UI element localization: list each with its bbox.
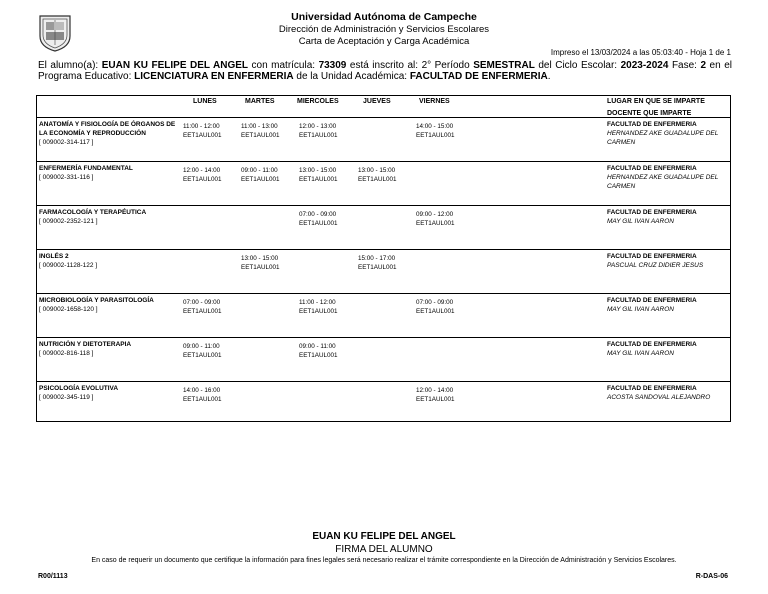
time-slot-viernes: 12:00 - 14:00 EET1AUL001	[416, 387, 455, 403]
department-name: Dirección de Administración y Servicios Escolares	[278, 24, 490, 35]
time-slot-jueves: 15:00 - 17:00 EET1AUL001	[358, 255, 397, 271]
faculty-name: FACULTAD DE ENFERMERIA	[607, 253, 697, 260]
time-slot-viernes: 07:00 - 09:00 EET1AUL001	[416, 299, 455, 315]
time-slot-lunes: 07:00 - 09:00 EET1AUL001	[183, 299, 222, 315]
table-row	[37, 162, 730, 205]
academic-unit: FACULTAD DE ENFERMERIA	[409, 71, 548, 82]
footer-left-code: R00/1113	[38, 573, 68, 580]
printed-timestamp: Impreso el 13/03/2024 a las 05:03:40 - Hoja 1 de 1	[550, 48, 731, 57]
header-jueves: JUEVES	[363, 98, 391, 105]
university-name: Universidad Autónoma de Campeche	[291, 11, 477, 23]
schedule-table	[36, 95, 731, 422]
time-slot-lunes: 09:00 - 11:00 EET1AUL001	[183, 343, 222, 359]
subject-name: PSICOLOGÍA EVOLUTIVA [ 009002-345-119 ]	[39, 384, 179, 402]
table-row	[37, 294, 730, 337]
subject-name: NUTRICIÓN Y DIETOTERAPIA [ 009002-816-118 ]	[39, 340, 179, 358]
teacher-name: PASCUAL CRUZ DIDIER JESUS	[607, 262, 704, 269]
teacher-name: HERNANDEZ AKE GUADALUPE DEL CARMEN	[607, 174, 719, 190]
footer-right-code: R-DAS-06	[695, 573, 728, 580]
time-slot-miercoles: 11:00 - 12:00 EET1AUL001	[299, 299, 338, 315]
matricula: 73309	[318, 60, 347, 71]
subject-code: [ 009002-345-119 ]	[39, 394, 94, 401]
time-slot-miercoles: 07:00 - 09:00 EET1AUL001	[299, 211, 338, 227]
table-row	[37, 250, 730, 293]
legal-note: En caso de requerir un documento que certifique la información para fines legales será necesario realizar el trámite correspondiente en la Dirección de Administración y Servicios Escolares.	[91, 557, 677, 564]
faculty-name: FACULTAD DE ENFERMERIA	[607, 341, 697, 348]
time-slot-lunes: 11:00 - 12:00 EET1AUL001	[183, 123, 222, 139]
faculty-name: FACULTAD DE ENFERMERIA	[607, 165, 697, 172]
place-teacher	[607, 340, 732, 358]
subject-name: FARMACOLOGÍA Y TERAPÉUTICA [ 009002-2352-121 ]	[39, 208, 179, 226]
table-row	[37, 118, 730, 161]
faculty-name: FACULTAD DE ENFERMERIA	[607, 209, 697, 216]
subject-code: [ 009002-1128-122 ]	[39, 262, 98, 269]
time-slot-miercoles: 09:00 - 11:00 EET1AUL001	[299, 343, 338, 359]
time-slot-jueves: 13:00 - 15:00 EET1AUL001	[358, 167, 397, 183]
subject-code: [ 009002-816-118 ]	[39, 350, 94, 357]
time-slot-martes: 09:00 - 11:00 EET1AUL001	[241, 167, 280, 183]
table-row	[37, 338, 730, 381]
header-martes: MARTES	[245, 98, 275, 105]
table-row	[37, 206, 730, 249]
signature-name: EUAN KU FELIPE DEL ANGEL	[312, 531, 456, 542]
document-title: Carta de Aceptación y Carga Académica	[298, 36, 470, 47]
header-place: LUGAR EN QUE SE IMPARTE	[607, 98, 705, 105]
subject-code: [ 009002-2352-121 ]	[39, 218, 98, 225]
place-teacher	[607, 164, 732, 191]
subject-code: [ 009002-314-117 ]	[39, 139, 94, 146]
enrollment-statement: El alumno(a): EUAN KU FELIPE DEL ANGEL con matrícula: 73309 está inscrito al: 2° Período SEMESTRAL del Ciclo Escolar: 2023-2024 Fase: 2 en el Programa Educativo: LICENCIATURA EN ENFERMERIA de la Unidad Académica: FACULTAD DE ENFERMERIA.	[38, 60, 732, 82]
teacher-name: MAY GIL IVAN AARON	[607, 218, 674, 225]
subject-name: MICROBIOLOGÍA Y PARASITOLOGÍA [ 009002-1658-120 ]	[39, 296, 179, 314]
subject-name: INGLÉS 2 [ 009002-1128-122 ]	[39, 252, 179, 270]
teacher-name: HERNANDEZ AKE GUADALUPE DEL CARMEN	[607, 130, 719, 146]
header-viernes: VIERNES	[419, 98, 450, 105]
time-slot-miercoles: 12:00 - 13:00 EET1AUL001	[299, 123, 338, 139]
header-teacher: DOCENTE QUE IMPARTE	[607, 110, 692, 117]
subject-name: ENFERMERÍA FUNDAMENTAL [ 009002-331-116 ]	[39, 164, 179, 182]
place-teacher	[607, 208, 732, 226]
school-cycle: 2023-2024	[620, 60, 669, 71]
header-miercoles: MIERCOLES	[297, 98, 339, 105]
time-slot-lunes: 12:00 - 14:00 EET1AUL001	[183, 167, 222, 183]
subject-code: [ 009002-331-116 ]	[39, 174, 94, 181]
place-teacher	[607, 120, 732, 147]
teacher-name: MAY GIL IVAN AARON	[607, 306, 674, 313]
time-slot-lunes: 14:00 - 16:00 EET1AUL001	[183, 387, 222, 403]
time-slot-viernes: 14:00 - 15:00 EET1AUL001	[416, 123, 455, 139]
signature-label: FIRMA DEL ALUMNO	[335, 544, 433, 555]
time-slot-martes: 13:00 - 15:00 EET1AUL001	[241, 255, 280, 271]
student-name: EUAN KU FELIPE DEL ANGEL	[101, 60, 248, 71]
time-slot-martes: 11:00 - 13:00 EET1AUL001	[241, 123, 280, 139]
time-slot-miercoles: 13:00 - 15:00 EET1AUL001	[299, 167, 338, 183]
time-slot-viernes: 09:00 - 12:00 EET1AUL001	[416, 211, 455, 227]
place-teacher	[607, 384, 732, 402]
faculty-name: FACULTAD DE ENFERMERIA	[607, 385, 697, 392]
program: LICENCIATURA EN ENFERMERIA	[134, 71, 294, 82]
subject-name: ANATOMÍA Y FISIOLOGÍA DE ÓRGANOS DE LA ECONOMÍA Y REPRODUCCIÓN [ 009002-314-117 ]	[39, 120, 179, 147]
faculty-name: FACULTAD DE ENFERMERIA	[607, 121, 697, 128]
teacher-name: ACOSTA SANDOVAL ALEJANDRO	[607, 394, 711, 401]
teacher-name: MAY GIL IVAN AARON	[607, 350, 674, 357]
faculty-name: FACULTAD DE ENFERMERIA	[607, 297, 697, 304]
place-teacher	[607, 252, 732, 270]
subject-code: [ 009002-1658-120 ]	[39, 306, 98, 313]
header-lunes: LUNES	[193, 98, 217, 105]
place-teacher	[607, 296, 732, 314]
table-row	[37, 382, 730, 425]
